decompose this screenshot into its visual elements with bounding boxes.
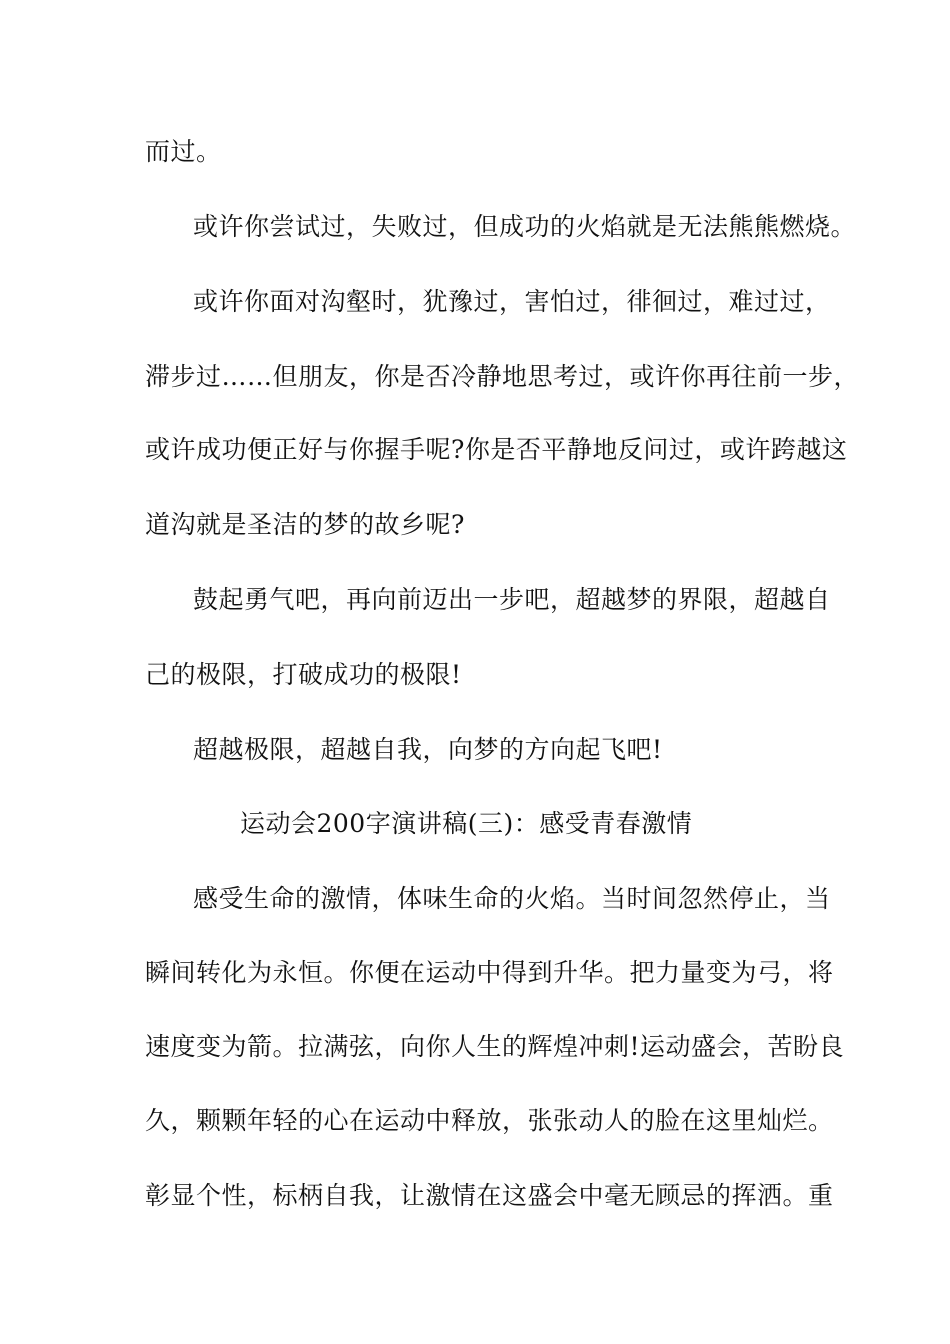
paragraph-start: 感受生命的激情，体味生命的火焰。当时间忽然停止，当 bbox=[193, 884, 831, 913]
text-line: 而过。 bbox=[145, 137, 222, 166]
section-heading: 运动会200字演讲稿(三)：感受青春激情 bbox=[240, 809, 693, 838]
text-line: 久，颗颗年轻的心在运动中释放，张张动人的脸在这里灿烂。 bbox=[145, 1106, 834, 1135]
text-line: 彰显个性，标柄自我，让激情在这盛会中毫无顾忌的挥洒。重 bbox=[145, 1181, 834, 1210]
text-line: 道沟就是圣洁的梦的故乡呢? bbox=[145, 510, 465, 539]
paragraph-start: 鼓起勇气吧，再向前迈出一步吧，超越梦的界限，超越自 bbox=[193, 585, 831, 614]
text-line: 或许成功便正好与你握手呢?你是否平静地反问过，或许跨越这 bbox=[145, 435, 848, 464]
paragraph-start: 或许你尝试过，失败过，但成功的火焰就是无法熊熊燃烧。 bbox=[193, 212, 857, 241]
text-line: 速度变为箭。拉满弦，向你人生的辉煌冲刺!运动盛会，苦盼良 bbox=[145, 1032, 845, 1061]
paragraph-start: 或许你面对沟壑时，犹豫过，害怕过，徘徊过，难过过， bbox=[193, 287, 831, 316]
text-line: 瞬间转化为永恒。你便在运动中得到升华。把力量变为弓，将 bbox=[145, 958, 834, 987]
text-line: 滞步过……但朋友，你是否冷静地思考过，或许你再往前一步， bbox=[145, 362, 860, 391]
text-line: 己的极限，打破成功的极限! bbox=[145, 660, 462, 689]
paragraph-start: 超越极限，超越自我，向梦的方向起飞吧! bbox=[193, 735, 663, 764]
